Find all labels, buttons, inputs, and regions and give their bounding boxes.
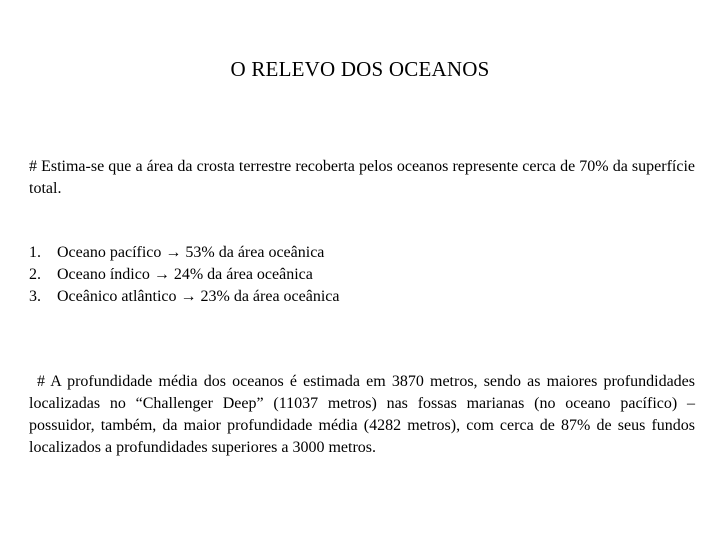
list-item-number: 1. (29, 244, 41, 261)
list-item-text: Oceânico atlântico → 23% da área oceânica (57, 288, 340, 305)
list-item-text: Oceano índico → 24% da área oceânica (57, 266, 313, 283)
intro-paragraph: # Estima-se que a área da crosta terrestre recoberta pelos oceanos represente cerca de 70% da superfície total. (29, 158, 695, 197)
list-item-number: 2. (29, 266, 41, 283)
slide-title: O RELEVO DOS OCEANOS (230, 57, 490, 81)
list-item (29, 264, 689, 286)
list-item (29, 286, 689, 308)
list-item-number: 3. (29, 288, 41, 305)
ocean-area-list (29, 242, 689, 308)
depth-paragraph: # A profundidade média dos oceanos é estimada em 3870 metros, sendo as maiores profundidades localizadas no “Challenger Deep” (11037 metros) nas fossas marianas (no oceano pacífico) – possuidor, também, da maior profundidade média (4282 metros), com cerca de 87% de seus fundos localizados a profundidades superiores a 3000 metros. (29, 373, 695, 456)
list-item (29, 242, 689, 264)
list-item-text: Oceano pacífico → 53% da área oceânica (57, 244, 325, 261)
